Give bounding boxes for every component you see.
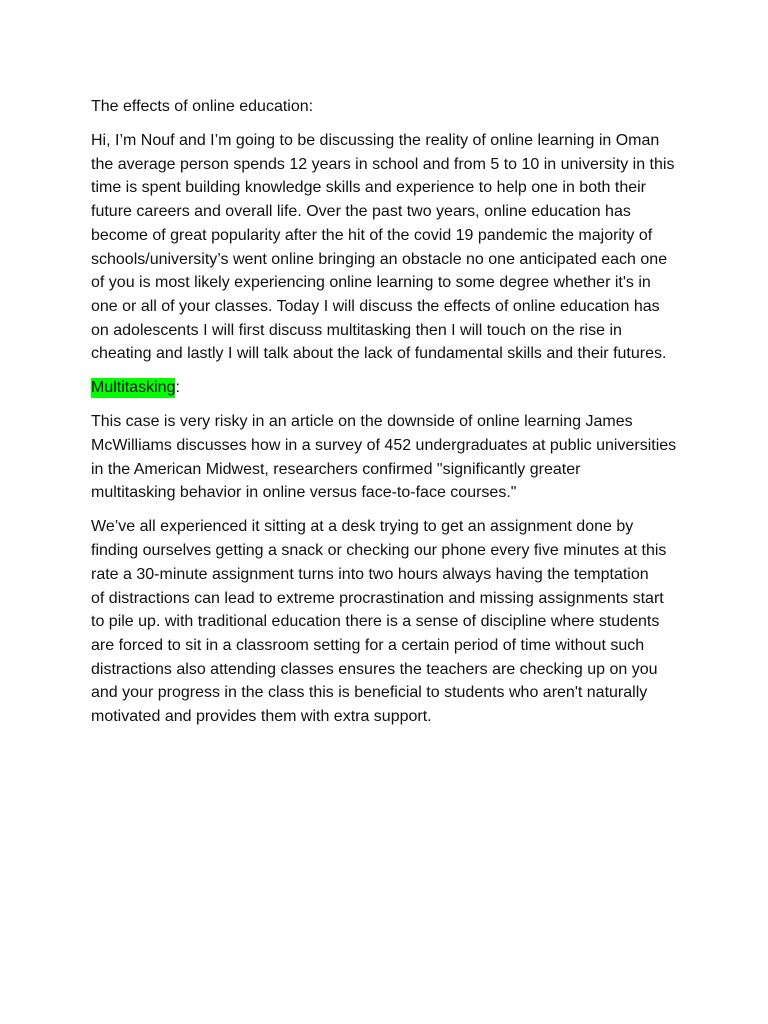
text-line: We’ve all experienced it sitting at a desk trying to get an assignment done by xyxy=(91,518,634,536)
heading-suffix: : xyxy=(175,379,180,397)
text-line: one or all of your classes. Today I will discuss the effects of online education has xyxy=(91,297,660,315)
text-line: the average person spends 12 years in school and from 5 to 10 in university in this xyxy=(91,155,675,173)
text-line: to pile up. with traditional education there is a sense of discipline where students xyxy=(91,613,660,631)
title-text: The effects of online education: xyxy=(91,98,314,115)
text-line: become of great popularity after the hit of the covid 19 pandemic the majority of xyxy=(91,226,653,244)
text-line: of you is most likely experiencing online learning to some degree whether it's in xyxy=(91,274,651,292)
text-line: time is spent building knowledge skills and experience to help one in both their xyxy=(91,179,647,197)
text-line: distractions also attending classes ensures the teachers are checking up on you xyxy=(91,660,658,678)
text-line: McWilliams discusses how in a survey of 452 undergraduates at public universities xyxy=(91,437,677,455)
text-line: cheating and lastly I will talk about the lack of fundamental skills and their futures. xyxy=(91,345,667,363)
text-line: of distractions can lead to extreme procrastination and missing assignments start xyxy=(91,589,664,607)
text-line: This case is very risky in an article on the downside of online learning James xyxy=(91,413,633,431)
text-line: on adolescents I will first discuss multitasking then I will touch on the rise in xyxy=(91,321,622,339)
text-line: future careers and overall life. Over the past two years, online education has xyxy=(91,203,631,221)
text-line: and your progress in the class this is beneficial to students who aren't naturally xyxy=(91,684,648,702)
text-line: are forced to sit in a classroom setting for a certain period of time without such xyxy=(91,636,645,654)
highlighted-heading: Multitasking xyxy=(91,379,176,397)
text-line: rate a 30-minute assignment turns into two hours always having the temptation xyxy=(91,565,649,583)
text-line: in the American Midwest, researchers confirmed "significantly greater xyxy=(91,460,581,478)
section-heading-line xyxy=(91,376,768,400)
text-line: multitasking behavior in online versus face-to-face courses." xyxy=(91,484,517,502)
text-line: Hi, I’m Nouf and I’m going to be discussing the reality of online learning in Oman xyxy=(91,132,660,149)
intro-paragraph xyxy=(91,129,768,366)
body-paragraph xyxy=(91,515,768,728)
body-paragraph xyxy=(91,410,768,505)
text-line: motivated and provides them with extra support. xyxy=(91,708,432,726)
text-line: schools/university’s went online bringing an obstacle no one anticipated each one xyxy=(91,250,668,268)
section-heading xyxy=(91,376,768,400)
text-line: finding ourselves getting a snack or checking our phone every five minutes at this xyxy=(91,542,667,560)
document-title xyxy=(91,95,768,119)
